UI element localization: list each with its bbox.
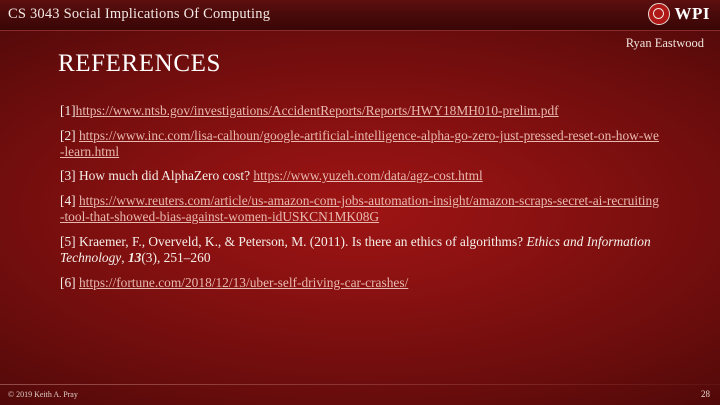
- reference-link[interactable]: https://www.inc.com/lisa-calhoun/google-artificial-intelligence-alpha-go-zero-just-pressed-reset-on-how-we-learn.html: [60, 127, 659, 159]
- wpi-logo-text: WPI: [674, 4, 710, 23]
- references-list: [60, 103, 660, 299]
- author-name: Ryan Eastwood: [625, 36, 704, 50]
- reference-number: [1]: [60, 103, 76, 118]
- reference-number: [3]: [60, 168, 76, 184]
- page-number: 28: [701, 389, 710, 399]
- reference-text: How much did AlphaZero cost?: [75, 168, 254, 184]
- reference-text: (3), 251–260: [141, 249, 211, 265]
- reference-number: [4]: [60, 193, 76, 209]
- reference-item: [60, 193, 660, 225]
- reference-link[interactable]: https://fortune.com/2018/12/13/uber-self-driving-car-crashes/: [78, 274, 409, 290]
- copyright-text: © 2019 Keith A. Pray: [8, 390, 78, 399]
- footer-divider: [0, 384, 720, 385]
- reference-link[interactable]: https://www.yuzeh.com/data/agz-cost.html: [253, 168, 483, 184]
- page-title: REFERENCES: [58, 50, 221, 77]
- reference-item: [60, 168, 660, 184]
- reference-number: [5]: [60, 233, 76, 249]
- reference-number: [2]: [60, 127, 76, 143]
- reference-link[interactable]: https://www.ntsb.gov/investigations/AccidentReports/Reports/HWY18MH010-prelim.pdf: [75, 103, 559, 118]
- wpi-logo: [648, 3, 711, 25]
- reference-link[interactable]: https://www.reuters.com/article/us-amazon-com-jobs-automation-insight/amazon-scraps-secret-ai-recruiting-tool-that-showed-bias-against-women-idUSKCN1MK08G: [60, 193, 659, 225]
- reference-text: Ethics and Information Technology: [60, 233, 651, 265]
- reference-text: ,: [121, 249, 128, 265]
- reference-item: [60, 234, 660, 266]
- reference-item: [60, 103, 660, 119]
- reference-item: [60, 275, 660, 291]
- wpi-seal-icon: [648, 3, 670, 25]
- reference-text: 13: [127, 249, 142, 265]
- reference-number: [6]: [60, 274, 76, 290]
- reference-item: [60, 128, 660, 160]
- course-title: CS 3043 Social Implications Of Computing: [8, 6, 271, 22]
- reference-text: Kraemer, F., Overveld, K., & Peterson, M. (2011). Is there an ethics of algorithms?: [75, 233, 527, 249]
